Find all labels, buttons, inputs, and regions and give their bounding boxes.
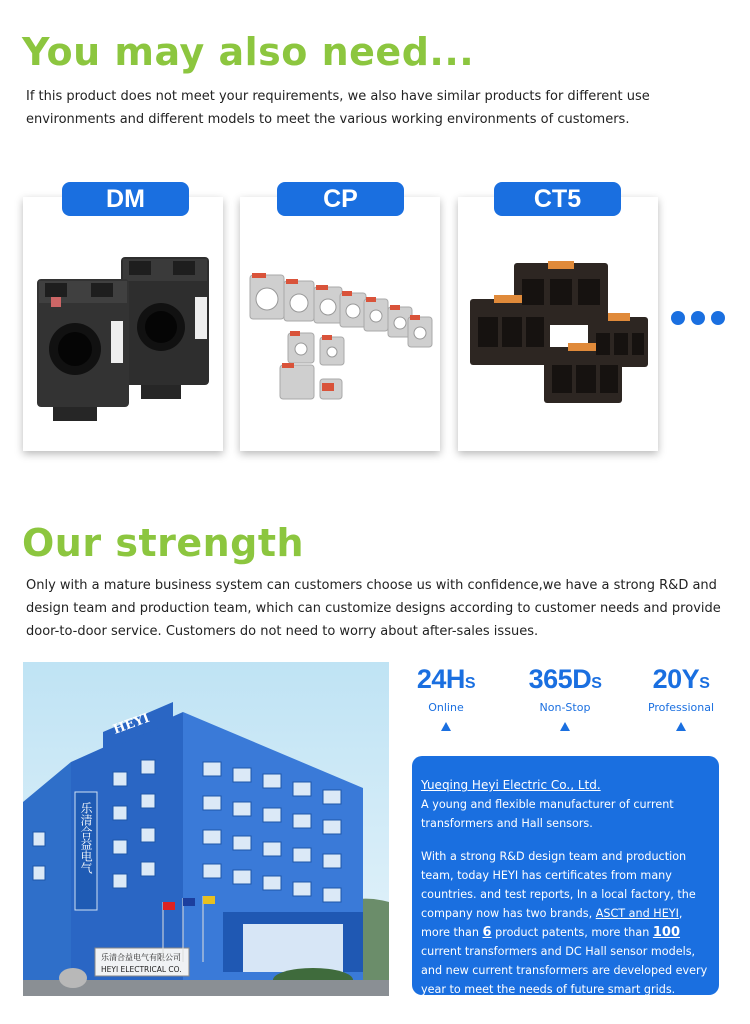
stat-non-stop (510, 664, 620, 731)
ellipsis-dots-icon (711, 311, 725, 325)
company-building-photo (23, 662, 389, 996)
dm-transformer-image (23, 237, 223, 427)
company-info-box (412, 756, 719, 995)
product-badge-dm[interactable]: DM (62, 182, 189, 216)
product-card-ct5[interactable] (458, 197, 658, 451)
stat-label: Online (428, 701, 464, 714)
section-intro-strength: Only with a mature business system can customers choose us with confidence,we have a strong R&D and design team and production team, which can customize designs according to customer needs and provide door-to-door service. Customers do not need to worry about after-sales issues. (26, 578, 721, 639)
ct5-transformer-image (458, 237, 658, 427)
product-badge-cp[interactable]: CP (277, 182, 404, 216)
up-arrow-icon (560, 722, 570, 731)
stat-professional (626, 664, 736, 731)
company-tagline: A young and flexible manufacturer of current transformers and Hall sensors. (421, 798, 674, 830)
building-sign-en: HEYI ELECTRICAL CO. (101, 965, 182, 974)
more-products-button[interactable] (671, 311, 731, 327)
stat-online (391, 664, 501, 731)
building-sign-top: HEYI (111, 710, 152, 738)
stat-value: 20YS (652, 664, 710, 694)
product-card-cp[interactable] (240, 197, 440, 451)
stat-label: Professional (647, 701, 715, 714)
stat-label: Non-Stop (539, 701, 591, 714)
section-intro-also-need: If this product does not meet your requirements, we also have similar products for different use environments and different models to meet the various working environments of customers. (26, 89, 650, 127)
section-heading-strength: Our strength (22, 521, 305, 565)
building-sign-cn: 乐清合益电气有限公司 (101, 953, 181, 962)
building-sign-vertical: 乐清合益电气 (79, 802, 93, 874)
ellipsis-dots-icon (691, 311, 705, 325)
stat-value: 365DS (528, 664, 602, 694)
product-card-dm[interactable] (23, 197, 223, 451)
section-heading-also-need: You may also need... (22, 30, 475, 74)
cp-transformer-image (240, 237, 440, 427)
up-arrow-icon (441, 722, 451, 731)
product-badge-ct5[interactable]: CT5 (494, 182, 621, 216)
stat-value: 24HS (416, 664, 476, 694)
ellipsis-dots-icon (671, 311, 685, 325)
company-description: With a strong R&D design team and production team, today HEYI has certificates from many countries. and test reports, In a local factory, the company now has two brands, ASCT and HEYI, more than 6 product patents, more than 100 current transformers and DC Hall sensor models, and new current transformers are developed every year to meet the needs of future smart grids. (421, 850, 708, 996)
up-arrow-icon (676, 722, 686, 731)
brands-link[interactable]: ASCT and HEYI (595, 907, 679, 920)
company-name-link[interactable]: Yueqing Heyi Electric Co., Ltd. (421, 778, 601, 792)
